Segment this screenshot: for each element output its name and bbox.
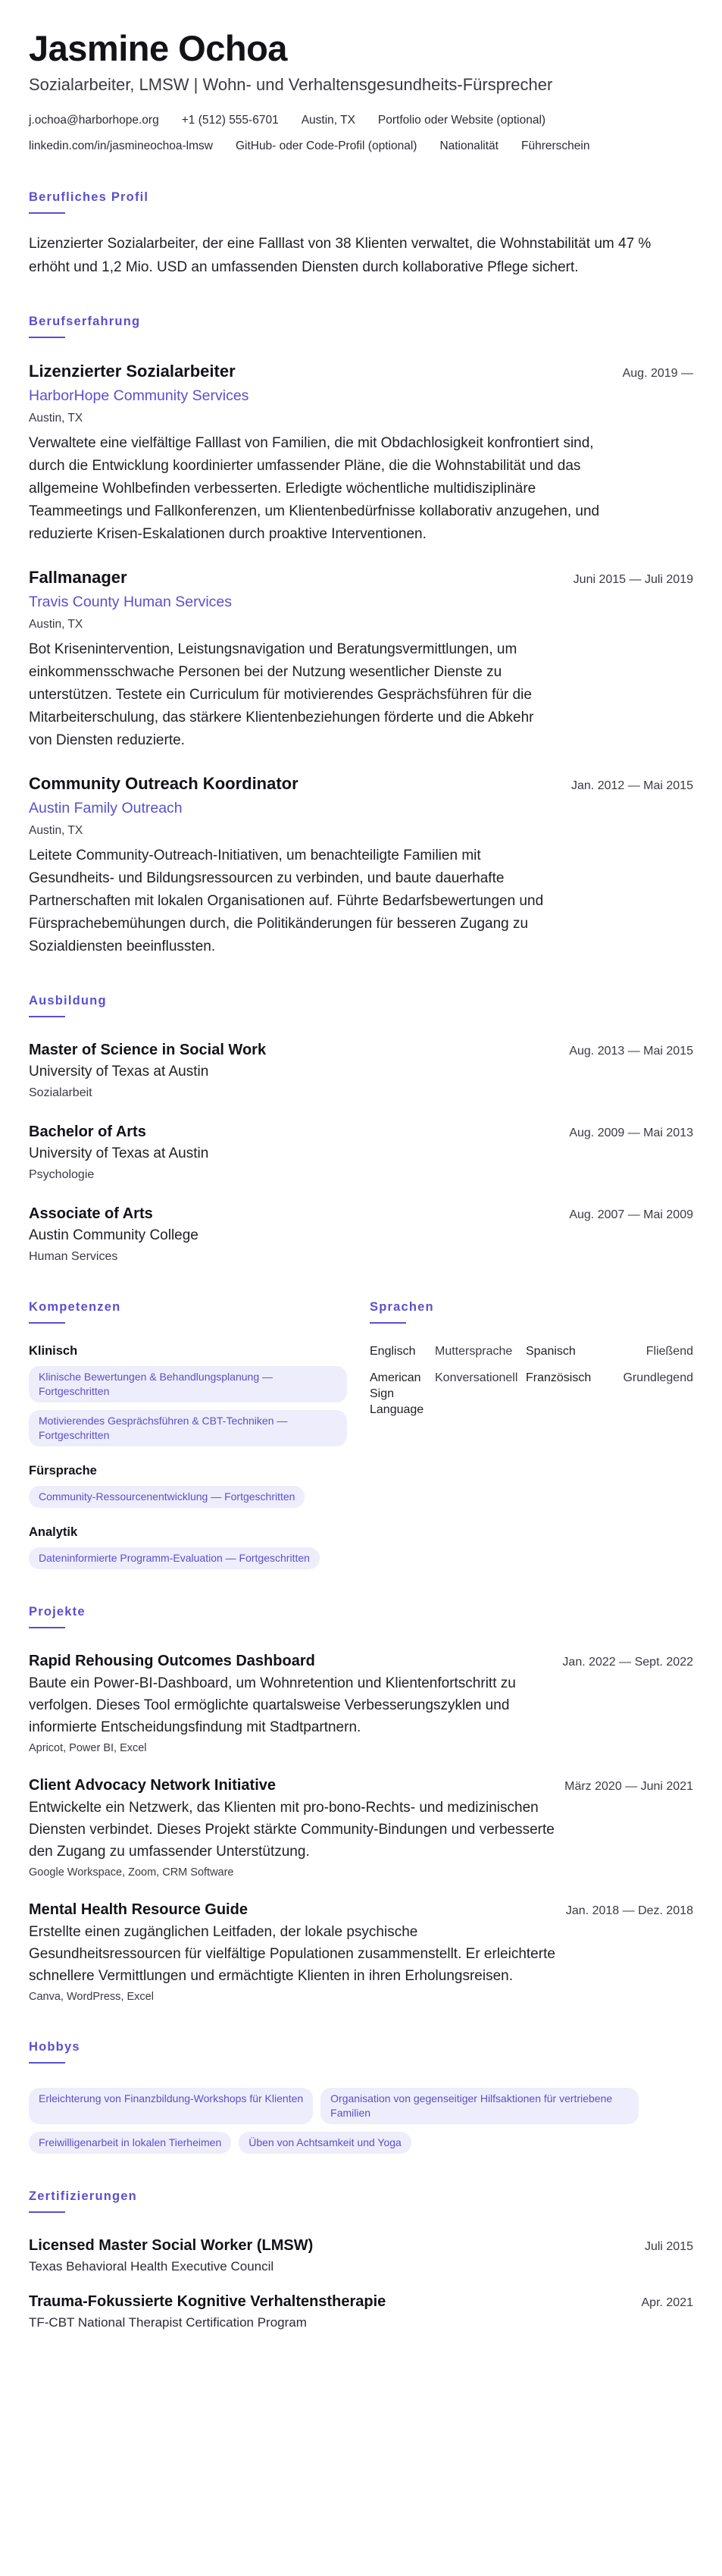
project-description: Baute ein Power-BI-Dashboard, um Wohnretention und Klientenfortschritt zu verfolgen. Dieses Tool ermöglichte quartalsweise Verbesserungszyklen und informierte Entscheidungsfindung mit Stadtpartnern.: [29, 1675, 516, 1735]
certification-entry: [29, 2292, 693, 2331]
project-title: Client Advocacy Network Initiative: [29, 1777, 277, 1794]
project-title: Mental Health Resource Guide: [29, 1901, 248, 1918]
resume-header: [29, 27, 693, 155]
contact-phone[interactable]: +1 (512) 555-6701: [181, 114, 279, 127]
certification-issuer: TF-CBT National Therapist Certification Program: [29, 2315, 307, 2330]
field-of-study: Sozialarbeit: [29, 1086, 92, 1099]
section-title: Kompetenzen: [29, 1300, 121, 1314]
language-level: Fließend: [645, 1345, 693, 1358]
skill-chip: Klinische Bewertungen & Behandlungsplanung — Fortgeschritten: [29, 1366, 347, 1402]
degree-title: Associate of Arts: [29, 1205, 153, 1222]
language-name: American Sign Language: [370, 1371, 424, 1416]
language-level: Muttersprache: [435, 1345, 513, 1358]
degree-title: Master of Science in Social Work: [29, 1042, 267, 1058]
contact-location: Austin, TX: [301, 114, 355, 127]
languages-section: [370, 1299, 693, 1569]
education-section: [29, 993, 693, 1264]
job-location: Austin, TX: [29, 618, 83, 631]
education-date: Aug. 2013 — Mai 2015: [569, 1045, 693, 1058]
education-date: Aug. 2009 — Mai 2013: [569, 1127, 693, 1139]
hobby-chip-list: [29, 2080, 695, 2154]
project-tools: Canva, WordPress, Excel: [29, 1991, 154, 2003]
section-divider: [370, 1322, 406, 1324]
certification-date: Apr. 2021: [641, 2296, 693, 2309]
school-name: Austin Community College: [29, 1227, 198, 1243]
job-description: Leitete Community-Outreach-Initiativen, um benachteiligte Familien mit Gesundheits- und Bildungsressourcen zu verbinden, und baute dauerhafte Partnerschaften mit lokalen Organisationen auf. Führte Bedarfsbewertungen und Fürsprachebemühungen durch, die Politikänderungen für besseren Zugang zu Sozialdiensten beeinflussten.: [29, 848, 544, 954]
section-title: Ausbildung: [29, 994, 107, 1008]
degree-title: Bachelor of Arts: [29, 1123, 146, 1140]
contact-row-1: [29, 112, 693, 129]
job-company: Austin Family Outreach: [29, 800, 183, 816]
hobbies-section: [29, 2039, 693, 2154]
job-location: Austin, TX: [29, 412, 83, 425]
experience-section: [29, 314, 693, 958]
section-title: Zertifizierungen: [29, 2189, 137, 2203]
project-tools: Google Workspace, Zoom, CRM Software: [29, 1866, 234, 1879]
school-name: University of Texas at Austin: [29, 1064, 209, 1080]
certification-title: Trauma-Fokussierte Kognitive Verhaltenstherapie: [29, 2293, 386, 2310]
projects-section: [29, 1604, 693, 2004]
section-title: Hobbys: [29, 2040, 80, 2054]
section-divider: [29, 1322, 65, 1324]
candidate-headline: Sozialarbeiter, LMSW | Wohn- und Verhaltensgesundheits-Fürsprecher: [29, 75, 553, 94]
hobby-chip: Organisation von gegenseitiger Hilfsaktionen für vertriebene Familien: [320, 2088, 639, 2124]
job-entry: [29, 361, 693, 546]
section-title: Projekte: [29, 1605, 86, 1619]
education-entry: [29, 1040, 693, 1101]
education-entry: [29, 1122, 693, 1183]
skill-chip: Motivierendes Gesprächsführen & CBT-Techniken — Fortgeschritten: [29, 1410, 347, 1446]
job-title: Fallmanager: [29, 568, 127, 587]
section-divider: [29, 2062, 65, 2064]
skill-group-title: Analytik: [29, 1525, 78, 1539]
language-name: Englisch: [370, 1345, 416, 1358]
contact-github[interactable]: GitHub- oder Code-Profil (optional): [235, 139, 417, 152]
project-entry: [29, 1900, 693, 2004]
section-divider: [29, 1016, 65, 1017]
section-title: Berufserfahrung: [29, 315, 141, 328]
skill-chip: Dateninformierte Programm-Evaluation — Fortgeschritten: [29, 1547, 320, 1569]
summary-text: Lizenzierter Sozialarbeiter, der eine Falllast von 38 Klienten verwaltet, die Wohnstabilität um 47 % erhöht und 1,2 Mio. USD an umfassenden Diensten durch kollaborative Pflege sichert.: [29, 236, 652, 275]
project-entry: [29, 1651, 693, 1756]
job-description: Bot Krisenintervention, Leistungsnavigation und Beratungsvermittlungen, um einkommensschwache Personen bei der Nutzung wesentlicher Dienste zu unterstützen. Testete ein Curriculum für motivierendes Gesprächsführen für die Mitarbeiterschulung, das stärkere Klientenbeziehungen förderte und die Abkehr von Diensten reduzierte.: [29, 641, 534, 748]
contact-row-2: [29, 138, 693, 155]
job-date: Jan. 2012 — Mai 2015: [571, 779, 693, 792]
certification-date: Juli 2015: [644, 2240, 693, 2253]
skill-chip: Community-Ressourcenentwicklung — Fortgeschritten: [29, 1486, 305, 1508]
field-of-study: Human Services: [29, 1250, 118, 1263]
job-description: Verwaltete eine vielfältige Falllast von Familien, die mit Obdachlosigkeit konfrontiert sind, durch die Entwicklung koordinierter umfassender Pläne, die die Wohnstabilität und das allgemeine Wohlbefinden verbesserten. Erledigte wöchentliche multidisziplinäre Teammeetings und Fallkonferenzen, um Klientenbedürfnisse kollaborativ anzugehen, und reduzierte Krisen-Eskalationen durch proaktive Interventionen.: [29, 435, 600, 542]
candidate-name: Jasmine Ochoa: [29, 28, 287, 68]
section-divider: [29, 212, 65, 214]
skill-group-title: Fürsprache: [29, 1464, 97, 1478]
skill-group-title: Klinisch: [29, 1344, 78, 1358]
job-date: Aug. 2019 —: [622, 367, 693, 380]
job-location: Austin, TX: [29, 824, 83, 837]
certification-title: Licensed Master Social Worker (LMSW): [29, 2237, 314, 2254]
project-date: Jan. 2022 — Sept. 2022: [562, 1656, 693, 1669]
language-name: Spanisch: [526, 1345, 576, 1358]
hobby-chip: Erleichterung von Finanzbildung-Workshops für Klienten: [29, 2088, 313, 2124]
job-entry: [29, 773, 693, 958]
section-title: Berufliches Profil: [29, 190, 149, 204]
education-entry: [29, 1204, 693, 1264]
language-level: Konversationell: [435, 1371, 518, 1384]
contact-linkedin[interactable]: linkedin.com/in/jasmineochoa-lmsw: [29, 139, 213, 152]
job-company: Travis County Human Services: [29, 594, 233, 610]
job-title: Community Outreach Koordinator: [29, 774, 298, 793]
summary-section: [29, 190, 693, 279]
section-divider: [29, 2211, 65, 2213]
project-tools: Apricot, Power BI, Excel: [29, 1742, 147, 1754]
job-title: Lizenzierter Sozialarbeiter: [29, 362, 236, 381]
certification-entry: [29, 2236, 693, 2275]
project-date: März 2020 — Juni 2021: [564, 1780, 693, 1793]
hobby-chip: Üben von Achtsamkeit und Yoga: [239, 2132, 411, 2154]
section-divider: [29, 1627, 65, 1628]
education-date: Aug. 2007 — Mai 2009: [569, 1208, 693, 1221]
hobby-chip: Freiwilligenarbeit in lokalen Tierheimen: [29, 2132, 231, 2154]
language-name: Französisch: [526, 1371, 592, 1384]
skills-section: [29, 1299, 358, 1569]
contact-email[interactable]: j.ochoa@harborhope.org: [29, 114, 159, 127]
contact-portfolio[interactable]: Portfolio oder Website (optional): [377, 114, 546, 127]
certification-issuer: Texas Behavioral Health Executive Council: [29, 2259, 274, 2274]
section-title: Sprachen: [370, 1300, 434, 1314]
project-description: Entwickelte ein Netzwerk, das Klienten mit pro-bono-Rechts- und medizinischen Diensten verbindet. Dieses Projekt stärkte Community-Bindungen und verbesserte den Zugang zu umfassender Unterstützung.: [29, 1800, 555, 1860]
contact-nationality: Nationalität: [439, 139, 499, 152]
school-name: University of Texas at Austin: [29, 1145, 209, 1161]
job-company: HarborHope Community Services: [29, 387, 249, 404]
language-level: Grundlegend: [623, 1371, 693, 1384]
project-title: Rapid Rehousing Outcomes Dashboard: [29, 1653, 315, 1669]
contact-drivers-license: Führerschein: [520, 139, 590, 152]
field-of-study: Psychologie: [29, 1168, 95, 1181]
job-entry: [29, 567, 693, 752]
languages-grid: [370, 1343, 693, 1418]
job-date: Juni 2015 — Juli 2019: [573, 573, 693, 586]
certifications-section: [29, 2189, 693, 2331]
project-date: Jan. 2018 — Dez. 2018: [565, 1904, 693, 1917]
section-divider: [29, 337, 65, 338]
project-entry: [29, 1775, 693, 1880]
project-description: Erstellte einen zugänglichen Leitfaden, der lokale psychische Gesundheitsressourcen für vielfältige Populationen zusammenstellt. Er erleichterte schnellere Vermittlungen und ermächtigte Klienten in ihren Erholungsreisen.: [29, 1924, 555, 1984]
skills-languages-row: [29, 1299, 693, 1569]
